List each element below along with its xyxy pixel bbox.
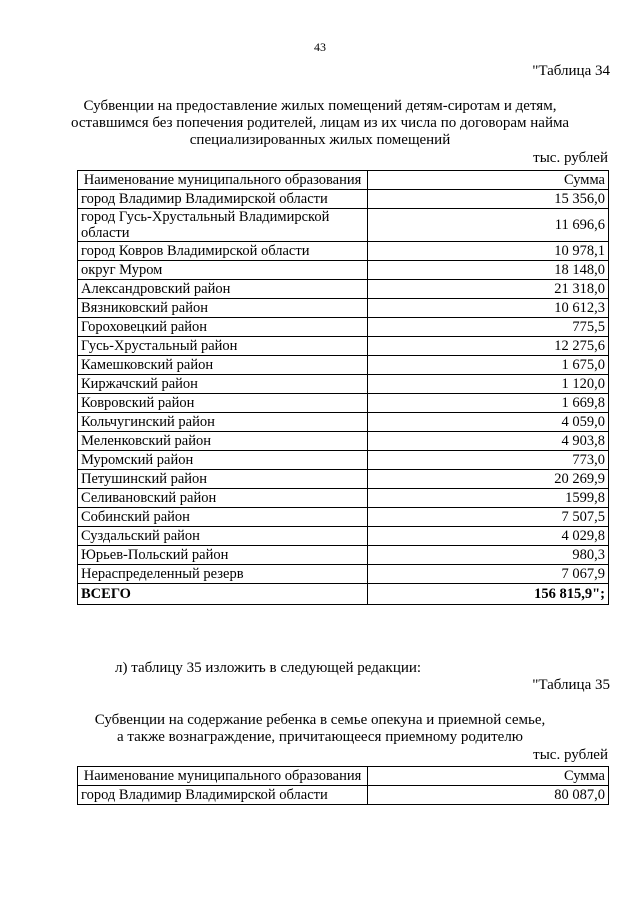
row-sum: 1 669,8 <box>368 394 609 413</box>
row-sum: 15 356,0 <box>368 190 609 209</box>
row-name: Селивановский район <box>78 489 368 508</box>
row-sum: 10 978,1 <box>368 242 609 261</box>
row-name: Кольчугинский район <box>78 413 368 432</box>
row-sum: 4 059,0 <box>368 413 609 432</box>
table-row <box>78 451 609 470</box>
table-row <box>78 489 609 508</box>
caption-line: Субвенции на содержание ребенка в семье опекуна и приемной семье, <box>94 712 546 728</box>
total-name: ВСЕГО <box>78 584 368 605</box>
row-sum: 18 148,0 <box>368 261 609 280</box>
row-sum: 12 275,6 <box>368 337 609 356</box>
row-sum: 4 903,8 <box>368 432 609 451</box>
row-name: Юрьев-Польский район <box>78 546 368 565</box>
table-row <box>78 242 609 261</box>
table-row <box>78 375 609 394</box>
row-name: Камешковский район <box>78 356 368 375</box>
table35-caption <box>60 712 580 746</box>
row-name: Александровский район <box>78 280 368 299</box>
header-sum: Сумма <box>368 171 609 190</box>
row-name: Ковровский район <box>78 394 368 413</box>
table-row <box>78 527 609 546</box>
row-name: Собинский район <box>78 508 368 527</box>
row-name: город Владимир Владимирской области <box>78 190 368 209</box>
row-sum: 1 675,0 <box>368 356 609 375</box>
table-row <box>78 432 609 451</box>
row-name: Петушинский район <box>78 470 368 489</box>
row-sum: 11 696,6 <box>368 209 609 242</box>
caption-line: а также вознаграждение, причитающееся приемному родителю <box>116 729 524 745</box>
table-row <box>78 209 609 242</box>
table-row <box>78 508 609 527</box>
row-sum: 1 120,0 <box>368 375 609 394</box>
header-name: Наименование муниципального образования <box>78 171 368 190</box>
table-row <box>78 318 609 337</box>
table34-caption <box>60 98 580 149</box>
table-row <box>78 299 609 318</box>
table-row <box>78 565 609 584</box>
row-name: Гусь-Хрустальный район <box>78 337 368 356</box>
row-name: город Гусь-Хрустальный Владимирской области <box>78 209 368 242</box>
row-name: Нераспределенный резерв <box>78 565 368 584</box>
table-row <box>78 470 609 489</box>
row-sum: 1599,8 <box>368 489 609 508</box>
table34-label: "Таблица 34 <box>532 63 610 79</box>
table-row <box>78 546 609 565</box>
row-name: округ Муром <box>78 261 368 280</box>
table35-header-row <box>78 767 609 786</box>
row-sum: 7 507,5 <box>368 508 609 527</box>
row-sum: 20 269,9 <box>368 470 609 489</box>
total-sum: 156 815,9"; <box>368 584 609 605</box>
row-sum: 7 067,9 <box>368 565 609 584</box>
caption-line: оставшимся без попечения родителей, лицам из их числа по договорам найма <box>70 115 570 131</box>
header-sum: Сумма <box>368 767 609 786</box>
page-number: 43 <box>314 40 326 54</box>
table-row <box>78 786 609 805</box>
table-row <box>78 394 609 413</box>
table34 <box>77 170 609 605</box>
row-sum: 21 318,0 <box>368 280 609 299</box>
row-sum: 4 029,8 <box>368 527 609 546</box>
table35-unit: тыс. рублей <box>533 747 608 763</box>
header-name: Наименование муниципального образования <box>78 767 368 786</box>
table34-header-row <box>78 171 609 190</box>
table35-label: "Таблица 35 <box>532 677 610 693</box>
caption-line: специализированных жилых помещений <box>189 132 451 148</box>
row-sum: 10 612,3 <box>368 299 609 318</box>
table-row <box>78 280 609 299</box>
row-name: Меленковский район <box>78 432 368 451</box>
row-name: город Ковров Владимирской области <box>78 242 368 261</box>
row-name: Гороховецкий район <box>78 318 368 337</box>
caption-line: Субвенции на предоставление жилых помещений детям-сиротам и детям, <box>83 98 557 114</box>
row-sum: 773,0 <box>368 451 609 470</box>
table-row <box>78 413 609 432</box>
row-sum: 980,3 <box>368 546 609 565</box>
table-row <box>78 337 609 356</box>
table35 <box>77 766 609 805</box>
amendment-paragraph: л) таблицу 35 изложить в следующей редакции: <box>115 660 422 676</box>
row-name: Киржачский район <box>78 375 368 394</box>
table-row <box>78 190 609 209</box>
row-sum: 775,5 <box>368 318 609 337</box>
row-sum: 80 087,0 <box>368 786 609 805</box>
row-name: Суздальский район <box>78 527 368 546</box>
total-row <box>78 584 609 605</box>
table34-unit: тыс. рублей <box>533 150 608 166</box>
row-name: Муромский район <box>78 451 368 470</box>
table-row <box>78 261 609 280</box>
table-row <box>78 356 609 375</box>
row-name: Вязниковский район <box>78 299 368 318</box>
row-name: город Владимир Владимирской области <box>78 786 368 805</box>
